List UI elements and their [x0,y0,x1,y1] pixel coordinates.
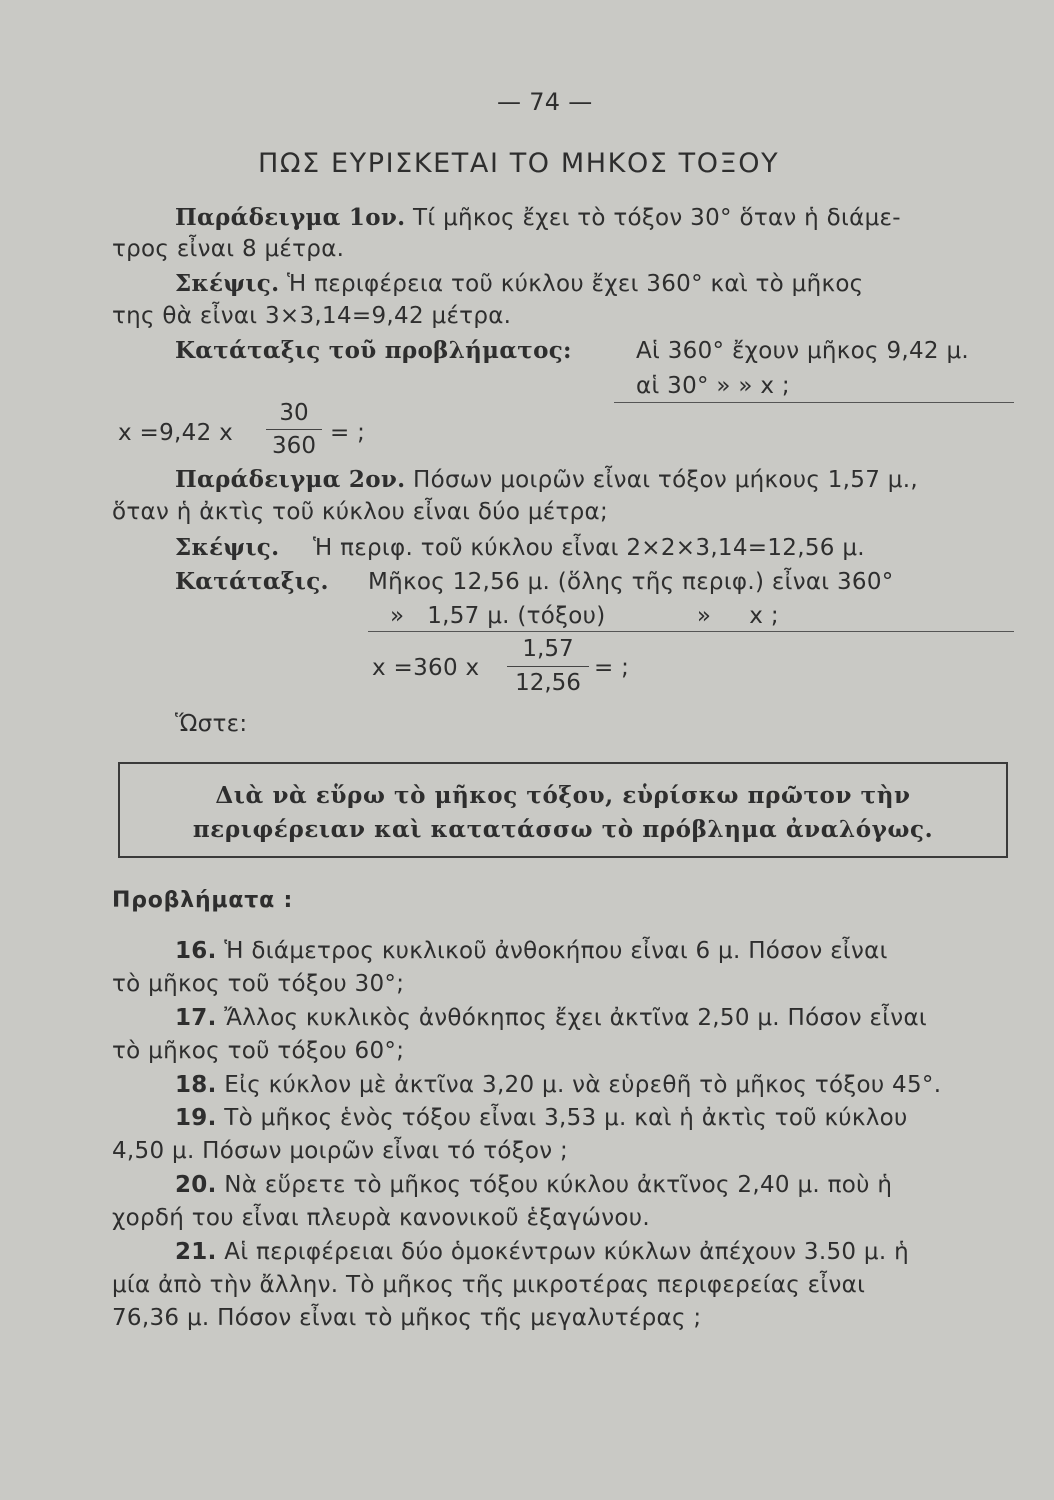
rule-box [118,762,1008,858]
example1-setup-heading: Κατάταξις τοῦ προβλήματος: [175,337,572,364]
example2-formula-numerator: 1,57 [522,636,574,662]
example2-thought-heading: Σκέψις. [175,534,280,561]
problem-20-text2: χορδή του εἶναι πλευρὰ κανονικοῦ ἑξαγώνου. [112,1205,650,1231]
example1-text1: Τί μῆκος ἔχει τὸ τόξον 30° ὅταν ἡ διάμε- [413,205,901,231]
problem-21-text1: Αἱ περιφέρειαι δύο ὁμοκέντρων κύκλων ἀπέχουν 3.50 μ. ἡ [224,1239,909,1265]
example1-formula-left: x =9,42 x [118,420,234,446]
example2-first-line [175,466,918,493]
problem-17-line1 [175,1005,927,1031]
problem-19-line1 [175,1105,908,1131]
page-number: — 74 — [497,88,593,116]
example2-fraction-bar [507,666,589,667]
problem-18-text1: Εἰς κύκλον μὲ ἀκτῖνα 3,20 μ. νὰ εὑρεθῆ τὸ μῆκος τόξου 45°. [224,1072,942,1098]
problem-16-line1 [175,938,888,964]
example2-setup-row1: Μῆκος 12,56 μ. (ὅλης τῆς περιφ.) εἶναι 360° [368,569,894,595]
example1-fraction-bar [266,429,322,430]
problem-17-text1: Ἄλλος κυκλικὸς ἀνθόκηπος ἔχει ἀκτῖνα 2,50 μ. Πόσον εἶναι [224,1005,928,1031]
example2-formula-denominator: 12,56 [515,670,581,696]
example1-formula-denominator: 360 [272,433,316,459]
example1-thought-line [175,270,863,297]
example1-heading: Παράδειγμα 1ον. [175,204,406,231]
example1-formula-numerator: 30 [279,400,309,426]
problem-16-number: 16. [175,938,217,964]
example2-setup-rule [368,631,1014,632]
problem-19-number: 19. [175,1105,217,1131]
example1-setup-row1: Αἱ 360° ἔχουν μῆκος 9,42 μ. [636,338,970,364]
rule-line2: περιφέρειαν καὶ κατατάσσω τὸ πρόβλημα ἀναλόγως. [192,816,934,843]
problem-20-text1: Νὰ εὕρετε τὸ μῆκος τόξου κύκλου ἀκτῖνος 2,40 μ. ποὺ ἡ [224,1172,893,1198]
example1-thought-text1: Ἡ περιφέρεια τοῦ κύκλου ἔχει 360° καὶ τὸ μῆκος [287,271,864,297]
problem-19-text1: Τὸ μῆκος ἑνὸς τόξου εἶναι 3,53 μ. καὶ ἡ ἀκτὶς τοῦ κύκλου [224,1105,908,1131]
problem-18-number: 18. [175,1072,217,1098]
example1-thought-heading: Σκέψις. [175,270,280,297]
example1-setup-row2: αἱ 30° » » x ; [636,373,790,399]
problem-21-number: 21. [175,1239,217,1265]
problem-19-text2: 4,50 μ. Πόσων μοιρῶν εἶναι τό τόξον ; [112,1138,569,1164]
problem-21-line1 [175,1239,909,1265]
example2-heading: Παράδειγμα 2ον. [175,466,406,493]
problem-17-number: 17. [175,1005,217,1031]
problem-16-text1: Ἡ διάμετρος κυκλικοῦ ἀνθοκήπου εἶναι 6 μ. Πόσον εἶναι [224,938,888,964]
example2-formula-right: = ; [594,655,630,681]
example2-setup-row2: » 1,57 μ. (τόξου) » x ; [390,603,779,629]
example1-formula-right: = ; [330,420,366,446]
problem-21-text3: 76,36 μ. Πόσον εἶναι τὸ μῆκος τῆς μεγαλυτέρας ; [112,1305,702,1331]
problem-20-line1 [175,1172,892,1198]
example2-text2: ὅταν ἡ ἀκτὶς τοῦ κύκλου εἶναι δύο μέτρα; [112,499,609,525]
example2-thought-text: Ἡ περιφ. τοῦ κύκλου εἶναι 2×2×3,14=12,56 μ. [313,535,865,561]
example2-setup-heading: Κατάταξις. [175,568,329,595]
problem-20-number: 20. [175,1172,217,1198]
problems-heading: Προβλήματα : [112,888,294,913]
problem-17-text2: τὸ μῆκος τοῦ τόξου 60°; [112,1038,405,1064]
example2-thought-line [175,534,865,561]
problem-21-text2: μία ἀπὸ τὴν ἄλλην. Τὸ μῆκος τῆς μικροτέρας περιφερείας εἶναι [112,1272,866,1298]
example2-therefore: Ὥστε: [175,711,248,737]
problem-16-text2: τὸ μῆκος τοῦ τόξου 30°; [112,971,405,997]
example2-text1: Πόσων μοιρῶν εἶναι τόξον μήκους 1,57 μ., [413,467,918,493]
problem-18-line1 [175,1072,941,1098]
example1-first-line [175,204,901,231]
page-title: ΠΩΣ ΕΥΡΙΣΚΕΤΑΙ ΤΟ ΜΗΚΟΣ ΤΟΞΟΥ [258,148,780,179]
example2-formula-left: x =360 x [372,655,480,681]
example1-setup-rule [614,402,1014,403]
example1-text2: τρος εἶναι 8 μέτρα. [112,236,345,262]
rule-line1: Διὰ νὰ εὕρω τὸ μῆκος τόξου, εὑρίσκω πρῶτον τὴν [215,782,911,809]
example1-thought-text2: της θὰ εἶναι 3×3,14=9,42 μέτρα. [112,303,512,329]
